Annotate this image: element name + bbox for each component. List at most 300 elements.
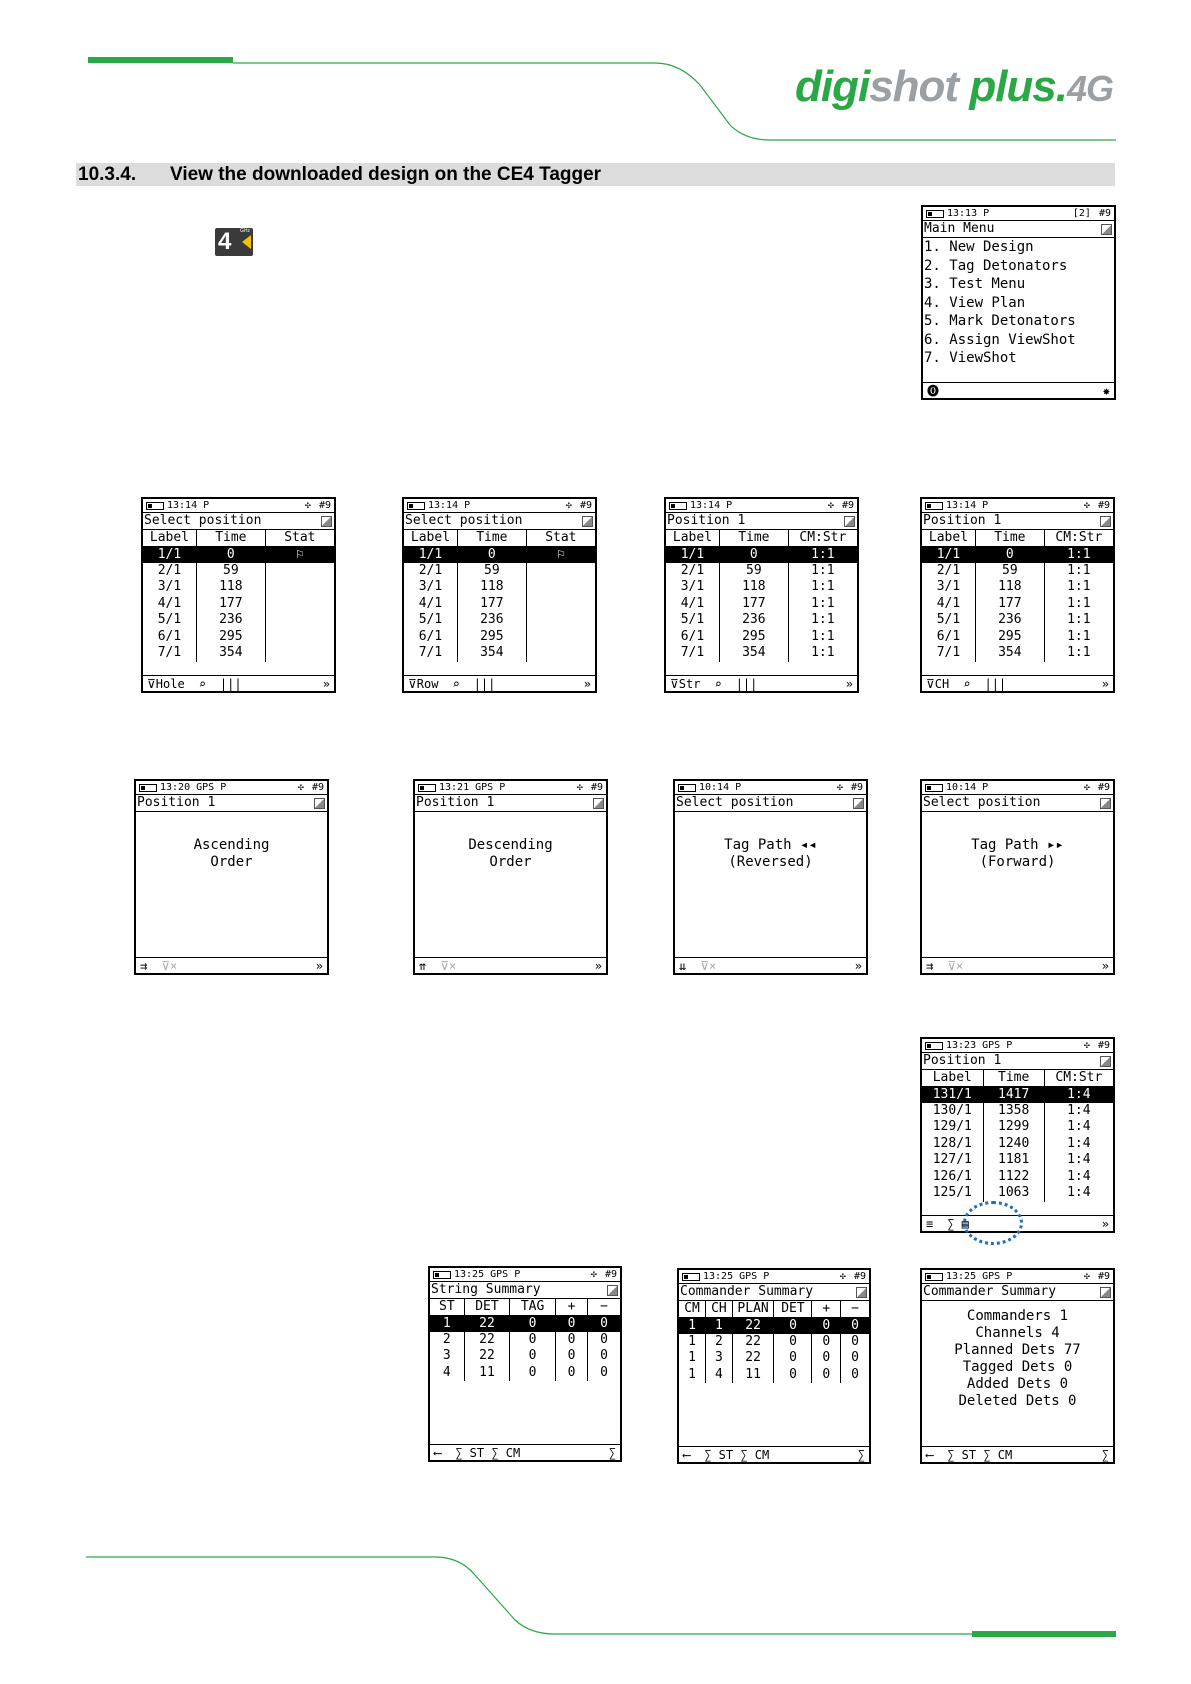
status-bar	[143, 499, 334, 513]
data-table	[430, 1299, 620, 1381]
filter-off-icon[interactable]: ⊽×	[700, 958, 717, 973]
table-row[interactable]	[404, 596, 595, 613]
table-cell: 0	[555, 1365, 587, 1382]
table-cell: 125/1	[922, 1185, 983, 1202]
data-table	[679, 1301, 869, 1383]
table-row[interactable]	[922, 1185, 1113, 1202]
back-icon[interactable]: ⟵	[926, 1447, 934, 1462]
table-cell: 0	[510, 1365, 556, 1382]
table-row[interactable]	[143, 645, 334, 662]
table-row[interactable]	[679, 1367, 869, 1384]
status-id: #9	[604, 1269, 617, 1280]
settings-icon[interactable]: ✸	[1102, 383, 1110, 398]
table-row[interactable]	[143, 579, 334, 596]
move-icon: ✣	[576, 782, 583, 793]
status-id: #9	[1097, 782, 1110, 793]
footer-line	[86, 1557, 972, 1634]
status-time: 13:20	[160, 782, 191, 793]
battery-icon	[407, 502, 425, 510]
table-cell: 7/1	[143, 645, 196, 662]
table-row[interactable]	[404, 612, 595, 629]
status-right	[1084, 782, 1110, 793]
next-icon[interactable]: »	[1101, 958, 1109, 973]
screen-footer	[675, 957, 866, 973]
table-cell	[526, 629, 595, 646]
table-cell: 1	[430, 1315, 464, 1332]
column-header: CM:Str	[788, 530, 857, 546]
status-time: 13:14	[690, 500, 721, 511]
table-row[interactable]	[404, 546, 595, 563]
table-cell: 1	[679, 1367, 706, 1384]
table-cell: 0	[600, 1348, 608, 1364]
screen-title-text: Select position	[144, 513, 262, 528]
column-header: Stat	[265, 530, 334, 546]
position-table-screen	[664, 497, 859, 693]
table-cell: 177	[196, 596, 265, 613]
table-cell: 236	[975, 612, 1044, 629]
table-row[interactable]	[666, 563, 857, 580]
next-icon[interactable]: »	[854, 958, 862, 973]
table-cell: 1:4	[1067, 1168, 1091, 1184]
screen-footer	[923, 382, 1114, 398]
table-cell: 2/1	[404, 563, 457, 580]
status-right	[305, 500, 331, 511]
status-time: 13:14	[946, 500, 977, 511]
screen-title	[404, 513, 595, 530]
menu-item[interactable]: 4. View Plan	[924, 294, 1026, 311]
table-cell: 177	[719, 596, 788, 613]
next-icon[interactable]: »	[594, 958, 602, 973]
table-row[interactable]	[922, 596, 1113, 613]
status-bar	[922, 1270, 1113, 1284]
summary-tabs[interactable]: ∑ ST ∑ CM	[455, 1445, 521, 1460]
table-row[interactable]	[143, 546, 334, 563]
screen-title-text: Position 1	[923, 513, 1002, 528]
table-cell: 22	[464, 1332, 510, 1349]
table-cell: 1/1	[922, 546, 975, 563]
table-cell: 5/1	[404, 612, 457, 629]
table-row[interactable]	[143, 629, 334, 646]
menu-item[interactable]: 7. ViewShot	[924, 350, 1017, 366]
columns-icon[interactable]: |||	[473, 676, 496, 691]
table-cell: 1:1	[788, 546, 857, 563]
column-header: Time	[975, 530, 1044, 546]
screen-footer	[404, 675, 595, 691]
move-icon: ✣	[590, 1269, 597, 1280]
data-table	[666, 530, 857, 662]
order-icon[interactable]: ⇉	[140, 958, 148, 973]
table-row[interactable]	[143, 596, 334, 613]
search-icon[interactable]: ⌕	[452, 676, 460, 691]
status-id: #9	[590, 782, 603, 793]
screen-title: Main Menu	[923, 221, 1114, 238]
table-header-row	[430, 1299, 620, 1315]
sum-icon[interactable]: ∑	[608, 1445, 616, 1460]
data-table	[922, 530, 1113, 662]
table-cell: 354	[719, 645, 788, 662]
status-time: 13:21	[439, 782, 470, 793]
data-table	[143, 530, 334, 662]
table-row[interactable]	[922, 1119, 1113, 1136]
table-cell: 2	[430, 1332, 464, 1349]
table-cell: 118	[457, 579, 526, 596]
table-row[interactable]	[404, 579, 595, 596]
table-row[interactable]	[666, 579, 857, 596]
columns-icon[interactable]: |||	[735, 676, 758, 691]
totals-line: Channels 4	[975, 1325, 1060, 1341]
table-cell: 0	[812, 1350, 841, 1367]
screen-title	[415, 795, 606, 812]
status-time: 13:25	[946, 1271, 977, 1282]
table-cell: 1:4	[1067, 1152, 1091, 1168]
table-cell: 2/1	[922, 563, 975, 580]
status-time: 13:23	[946, 1040, 977, 1051]
column-header: Time	[196, 530, 265, 546]
table-row[interactable]	[922, 579, 1113, 596]
table-cell: 0	[600, 1331, 608, 1347]
summary-icon[interactable]: ∑ ▤	[947, 1216, 969, 1231]
column-header: CM	[679, 1301, 706, 1317]
table-cell: 354	[457, 645, 526, 662]
table-cell: 0	[812, 1367, 841, 1384]
table-cell: 0	[196, 546, 265, 563]
table-cell: 295	[196, 629, 265, 646]
status-time: 13:25	[454, 1269, 485, 1280]
table-row[interactable]	[922, 612, 1113, 629]
message-line: Tag Path ▸▸	[971, 837, 1064, 853]
highlight-circle	[963, 1201, 1023, 1245]
status-id: #9	[1097, 500, 1110, 511]
status-right	[840, 1271, 866, 1282]
battery-icon	[682, 1273, 700, 1281]
table-cell: ⚐	[265, 546, 334, 563]
column-header: +	[555, 1299, 587, 1315]
battery-icon	[433, 1271, 451, 1279]
screen-title	[922, 1284, 1113, 1301]
message-line: Descending	[468, 837, 553, 853]
table-cell: 0	[851, 1366, 859, 1382]
order-message	[136, 837, 327, 871]
table-cell: 6/1	[143, 629, 196, 646]
column-header: CM:Str	[1044, 1070, 1113, 1086]
move-icon: ✣	[836, 782, 843, 793]
column-header: −	[840, 1301, 869, 1317]
table-row[interactable]	[404, 629, 595, 646]
status-mode: GPS P	[475, 782, 506, 793]
move-icon: ✣	[297, 782, 304, 793]
status-mode: GPS P	[739, 1271, 770, 1282]
table-row[interactable]	[143, 612, 334, 629]
order-message-screen	[673, 779, 868, 975]
status-right	[298, 782, 324, 793]
status-mode: P	[982, 782, 989, 793]
search-icon[interactable]: ⌕	[714, 676, 722, 691]
screen-title	[922, 1053, 1113, 1070]
move-icon: ✣	[839, 1271, 846, 1282]
table-cell: 177	[457, 596, 526, 613]
sum-icon[interactable]: ∑	[1101, 1447, 1109, 1462]
screen-title	[430, 1282, 620, 1299]
menu-item[interactable]: 2. Tag Detonators	[924, 257, 1068, 274]
table-row[interactable]	[922, 629, 1113, 646]
search-icon[interactable]: ⌕	[198, 676, 206, 691]
table-cell	[526, 612, 595, 629]
table-cell: 1:1	[811, 612, 835, 628]
move-icon: ✣	[1083, 782, 1090, 793]
table-row[interactable]	[922, 1086, 1113, 1103]
battery-icon	[418, 784, 436, 792]
table-cell	[526, 645, 595, 662]
next-icon[interactable]: »	[322, 676, 330, 691]
key-4-icon: 4 GHz	[215, 228, 253, 256]
table-row[interactable]	[679, 1350, 869, 1367]
table-row[interactable]	[922, 563, 1113, 580]
screen-title-text: Position 1	[137, 795, 216, 810]
filter-off-icon[interactable]: ⊽×	[440, 958, 457, 973]
battery-icon	[678, 784, 696, 792]
table-cell: 0	[457, 546, 526, 563]
table-cell: 0	[555, 1315, 587, 1332]
table-row[interactable]	[922, 1169, 1113, 1186]
table-row[interactable]	[143, 563, 334, 580]
summary-tabs[interactable]: ∑ ST ∑ CM	[947, 1447, 1013, 1462]
table-row[interactable]	[922, 546, 1113, 563]
sum-icon[interactable]: ∑	[857, 1447, 865, 1462]
column-header: Label	[922, 1070, 983, 1086]
move-icon: ✣	[565, 500, 572, 511]
brand-logo: digishot plus.4G	[795, 62, 1114, 111]
filter-off-icon[interactable]: ⊽×	[947, 958, 964, 973]
table-cell: 236	[196, 612, 265, 629]
table-cell: 0	[812, 1317, 841, 1334]
columns-icon[interactable]: |||	[984, 676, 1007, 691]
next-icon[interactable]: »	[845, 676, 853, 691]
table-cell: 11	[464, 1365, 510, 1382]
main-menu-screen	[921, 205, 1116, 400]
table-row[interactable]	[430, 1332, 620, 1349]
menu-list	[923, 238, 1114, 368]
position-table-screen	[141, 497, 336, 693]
table-row[interactable]	[922, 1136, 1113, 1153]
status-mode: P	[203, 500, 210, 511]
table-cell: 1/1	[143, 546, 196, 563]
table-cell: 7/1	[404, 645, 457, 662]
table-cell: 236	[457, 612, 526, 629]
table-cell: 0	[812, 1334, 841, 1351]
screen-title-text: Commander Summary	[680, 1284, 814, 1299]
message-line: Tag Path ◂◂	[724, 837, 817, 853]
filter-icon[interactable]: ⊽CH	[926, 676, 950, 691]
table-cell: 354	[975, 645, 1044, 662]
battery-icon	[925, 502, 943, 510]
back-icon[interactable]: ⟵	[434, 1445, 442, 1460]
string-summary-screen	[428, 1266, 622, 1462]
table-row[interactable]	[666, 645, 857, 662]
table-row[interactable]	[666, 546, 857, 563]
screen-title	[922, 795, 1113, 812]
order-message-screen	[413, 779, 608, 975]
status-bar	[675, 781, 866, 795]
table-row[interactable]	[430, 1348, 620, 1365]
table-cell: 1:4	[1067, 1135, 1091, 1151]
table-cell: ⚐	[526, 546, 595, 563]
table-cell: 7/1	[666, 645, 719, 662]
screen-title	[679, 1284, 869, 1301]
screen-footer	[922, 957, 1113, 973]
search-icon[interactable]: ⌕	[963, 676, 971, 691]
table-cell: 131/1	[922, 1086, 983, 1103]
table-cell: 1417	[983, 1086, 1044, 1103]
table-cell: 3/1	[404, 579, 457, 596]
table-row[interactable]	[666, 629, 857, 646]
table-cell: 5/1	[922, 612, 975, 629]
table-row[interactable]	[922, 1103, 1113, 1120]
move-icon: ✣	[827, 500, 834, 511]
table-cell: 59	[719, 563, 788, 580]
menu-item[interactable]: 1. New Design	[924, 239, 1034, 255]
column-header: Label	[143, 530, 196, 546]
column-header: TAG	[510, 1299, 556, 1315]
status-bar	[415, 781, 606, 795]
next-icon[interactable]: »	[1101, 676, 1109, 691]
table-cell: 0	[851, 1333, 859, 1349]
filter-icon[interactable]: ⊽Hole	[147, 676, 185, 691]
order-icon[interactable]: ⇊	[679, 958, 687, 973]
status-id: #9	[579, 500, 592, 511]
list-icon[interactable]: ≡	[926, 1216, 934, 1231]
table-cell	[526, 579, 595, 596]
menu-item[interactable]: 6. Assign ViewShot	[924, 331, 1076, 348]
status-bar	[679, 1270, 869, 1284]
column-header: CH	[706, 1301, 733, 1317]
totals-line: Tagged Dets 0	[962, 1359, 1073, 1375]
table-cell: 11	[732, 1367, 774, 1384]
status-right	[1084, 1271, 1110, 1282]
screen-footer	[679, 1446, 869, 1462]
status-id: #9	[311, 782, 324, 793]
totals-line: Planned Dets 77	[954, 1342, 1081, 1358]
status-time: 13:14	[428, 500, 459, 511]
data-table	[404, 530, 595, 662]
table-cell: 1	[679, 1350, 706, 1367]
table-cell: 2	[706, 1334, 733, 1351]
column-header: −	[588, 1299, 620, 1315]
table-cell: 127/1	[922, 1152, 983, 1169]
table-cell: 22	[732, 1350, 774, 1367]
menu-item[interactable]: 3. Test Menu	[924, 276, 1026, 292]
column-header: PLAN	[732, 1301, 774, 1317]
screen-footer	[666, 675, 857, 691]
table-cell: 4/1	[143, 596, 196, 613]
status-id: #9	[850, 782, 863, 793]
table-cell	[526, 563, 595, 580]
battery-icon	[146, 502, 164, 510]
columns-icon[interactable]: |||	[219, 676, 242, 691]
table-header-row	[143, 530, 334, 546]
table-cell: 1240	[983, 1136, 1044, 1153]
status-id: #9	[318, 500, 331, 511]
commander-summary-screen	[677, 1268, 871, 1464]
table-row[interactable]	[404, 645, 595, 662]
next-icon[interactable]: »	[1101, 1216, 1109, 1231]
table-cell: 2/1	[666, 563, 719, 580]
menu-item[interactable]: 5. Mark Detonators	[924, 313, 1076, 329]
corner-icon	[1101, 224, 1112, 235]
order-icon[interactable]: ⇉	[926, 958, 934, 973]
status-bar	[922, 1039, 1113, 1053]
table-cell: 22	[732, 1317, 774, 1334]
table-cell: 129/1	[922, 1119, 983, 1136]
status-mode: GPS P	[490, 1269, 521, 1280]
screen-footer	[136, 957, 327, 973]
summary-tabs[interactable]: ∑ ST ∑ CM	[704, 1447, 770, 1462]
lock-icon[interactable]: ⓿	[927, 384, 940, 398]
status-bar	[666, 499, 857, 513]
table-row[interactable]	[430, 1365, 620, 1382]
back-icon[interactable]: ⟵	[683, 1447, 691, 1462]
corner-icon	[314, 798, 325, 809]
table-cell: 1:1	[811, 595, 835, 611]
column-header: Time	[457, 530, 526, 546]
table-row[interactable]	[922, 645, 1113, 662]
table-cell: 59	[457, 563, 526, 580]
message-line: (Reversed)	[728, 854, 813, 870]
battery-icon	[139, 784, 157, 792]
order-icon[interactable]: ⇈	[419, 958, 427, 973]
table-cell: 0	[510, 1332, 556, 1349]
next-icon[interactable]: »	[583, 676, 591, 691]
table-row[interactable]	[404, 563, 595, 580]
table-cell: 1181	[983, 1152, 1044, 1169]
screen-footer	[415, 957, 606, 973]
totals-line: Commanders 1	[966, 1308, 1069, 1324]
table-cell: 3/1	[922, 579, 975, 596]
corner-icon	[321, 516, 332, 527]
position-table-screen	[920, 497, 1115, 693]
table-cell: 354	[196, 645, 265, 662]
filter-icon[interactable]: ⊽Row	[408, 676, 439, 691]
status-right	[828, 500, 854, 511]
status-mode: P	[726, 500, 733, 511]
table-cell: 236	[719, 612, 788, 629]
table-cell: 1122	[983, 1169, 1044, 1186]
table-row[interactable]	[679, 1334, 869, 1351]
table-cell: 1	[679, 1317, 706, 1334]
status-right	[837, 782, 863, 793]
status-mode: P	[982, 500, 989, 511]
table-row[interactable]	[666, 596, 857, 613]
status-bar	[136, 781, 327, 795]
message-line: Order	[489, 854, 532, 870]
status-right	[1084, 500, 1110, 511]
screen-footer	[143, 675, 334, 691]
screen-title-text: Select position	[676, 795, 794, 810]
table-cell: 1:1	[1067, 595, 1091, 611]
table-row[interactable]	[666, 612, 857, 629]
move-icon: ✣	[1083, 500, 1090, 511]
table-cell: 177	[975, 596, 1044, 613]
table-row[interactable]	[430, 1315, 620, 1332]
move-icon: ✣	[304, 500, 311, 511]
table-cell: 3	[430, 1348, 464, 1365]
table-row[interactable]	[922, 1152, 1113, 1169]
table-cell: 0	[555, 1332, 587, 1349]
table-row[interactable]	[679, 1317, 869, 1334]
status-bar	[404, 499, 595, 513]
filter-icon[interactable]: ⊽Str	[670, 676, 701, 691]
filter-off-icon[interactable]: ⊽×	[161, 958, 178, 973]
next-icon[interactable]: »	[315, 958, 323, 973]
